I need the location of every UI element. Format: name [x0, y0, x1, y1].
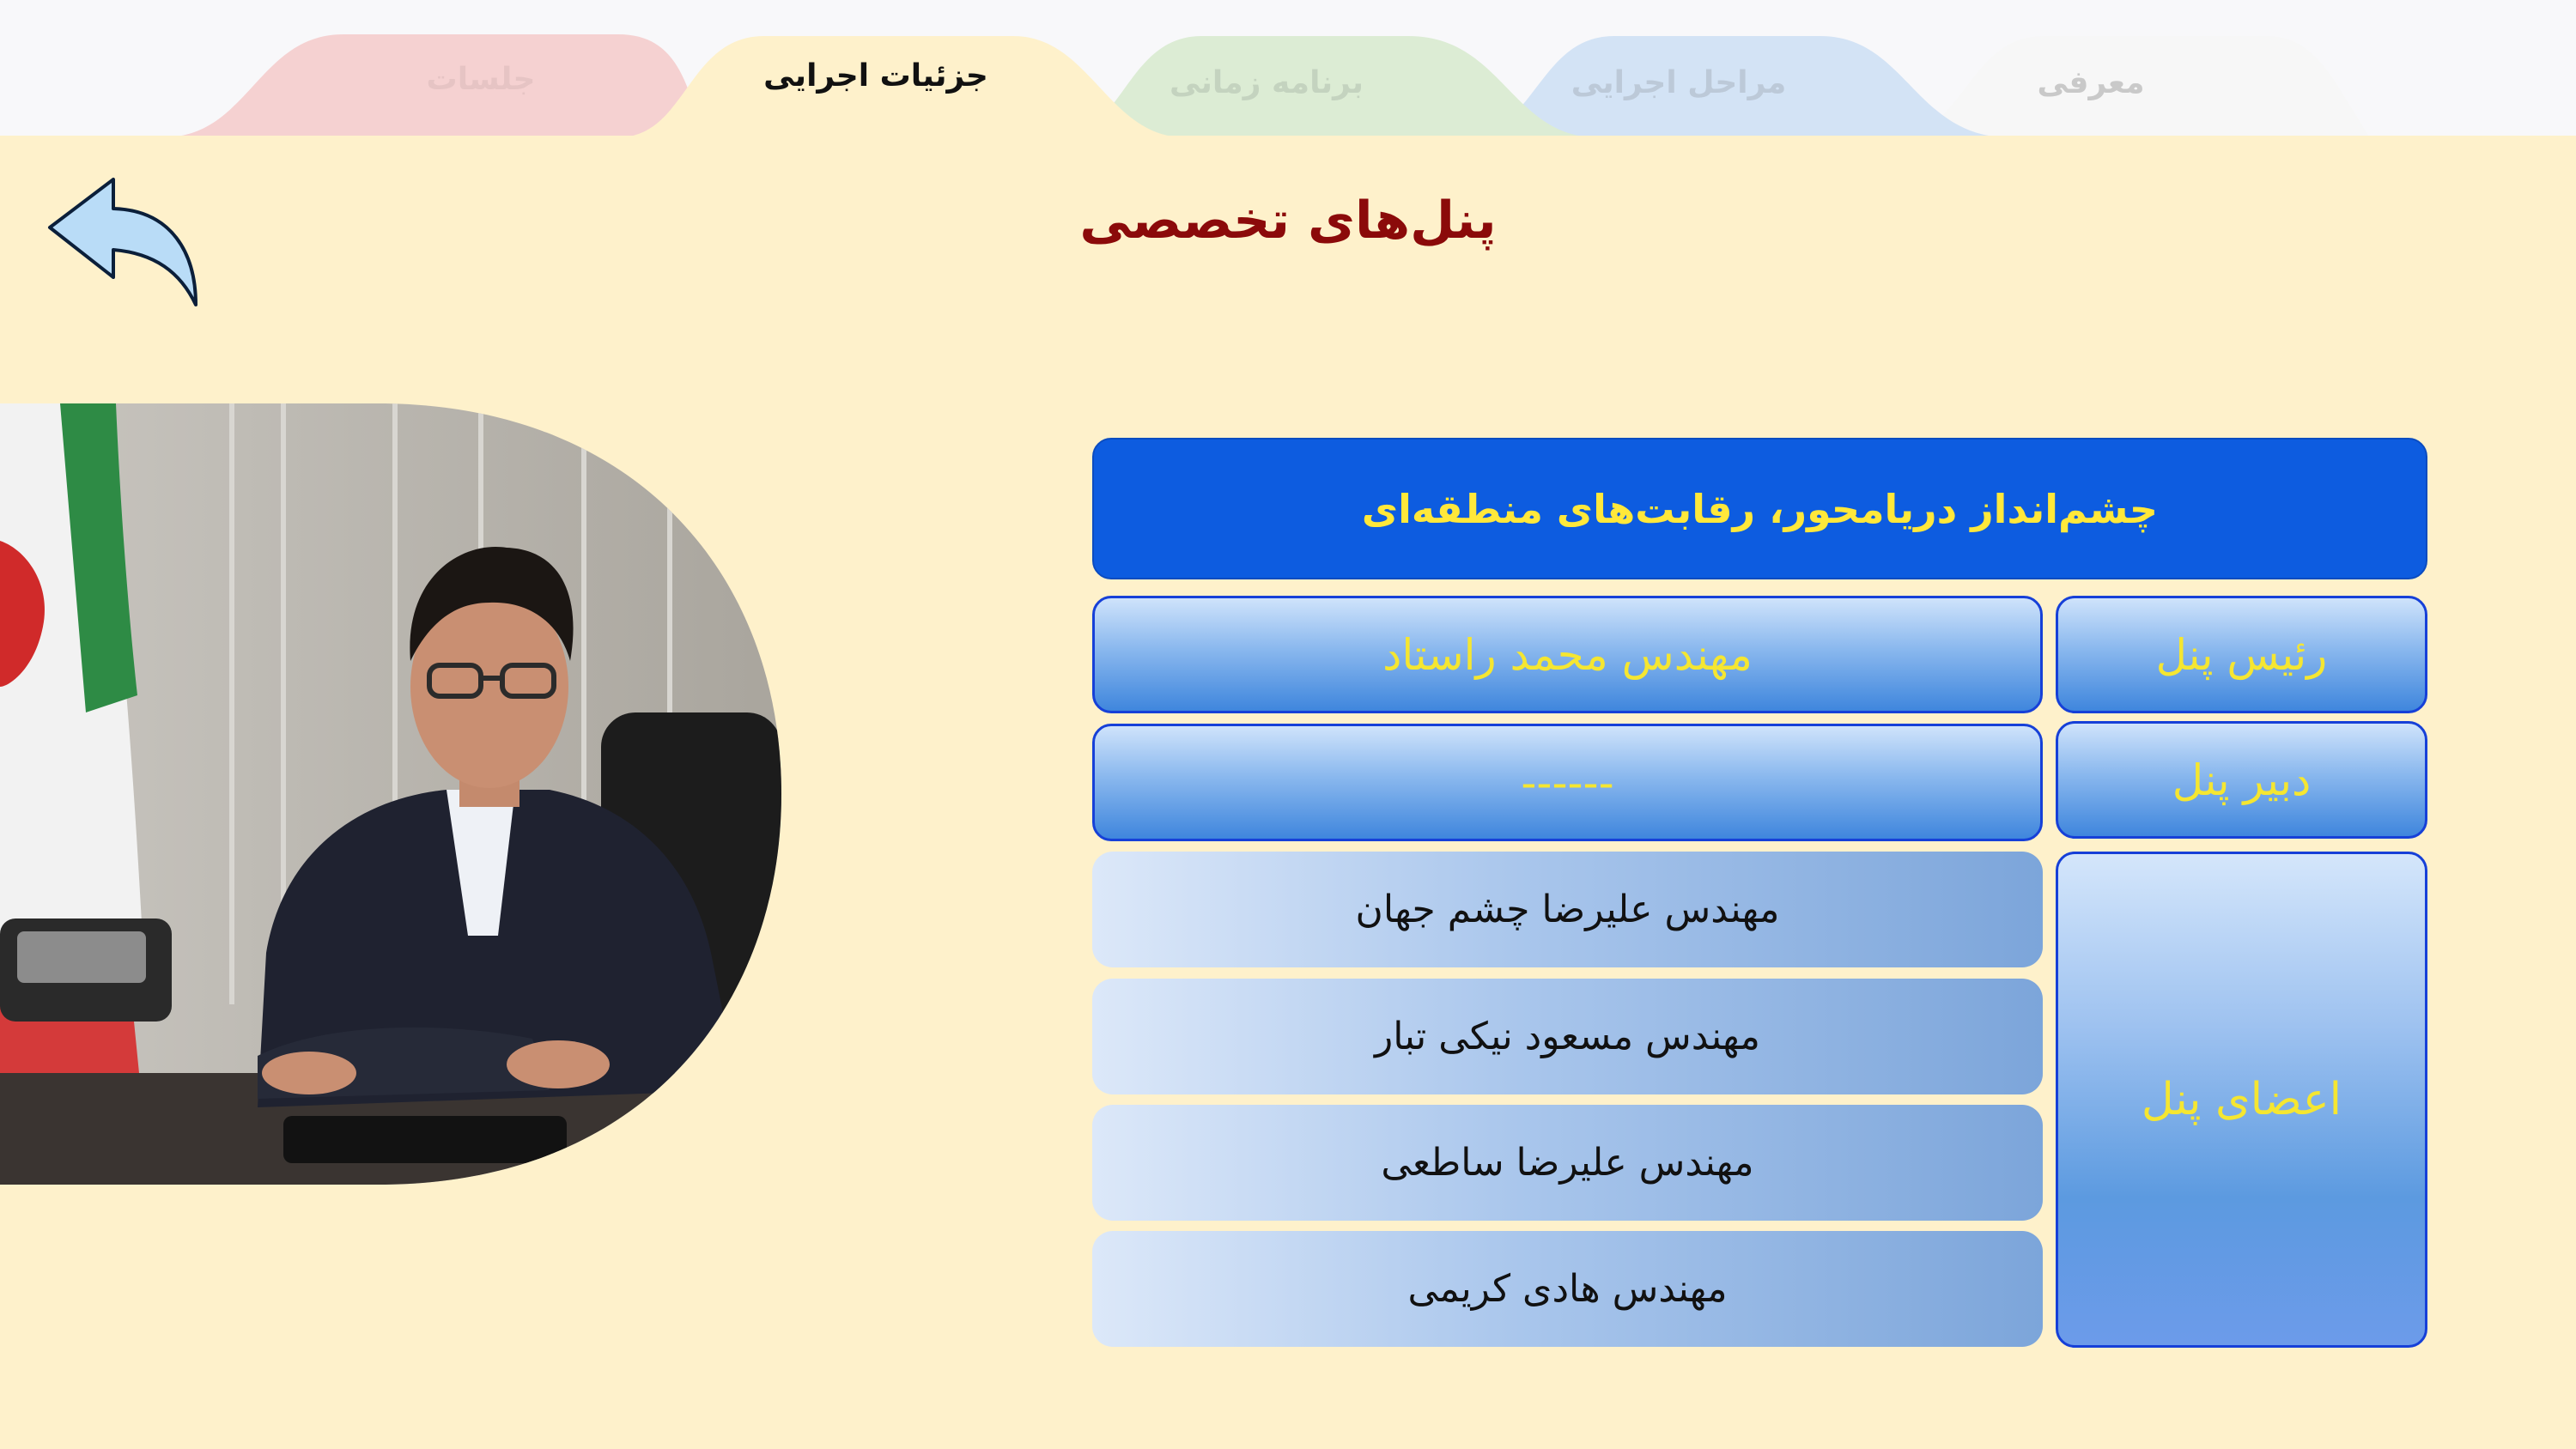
chair-label: رئیس پنل	[2155, 629, 2328, 680]
page-title: پنل‌های تخصصی	[1079, 191, 1497, 251]
tab-phases[interactable]: مراحل اجرایی	[1571, 65, 1787, 100]
member-item	[1092, 852, 2043, 967]
secretary-value: ------	[1521, 757, 1614, 808]
chair-value: مهندس محمد راستاد	[1382, 629, 1753, 680]
tab-meetings[interactable]: جلسات	[426, 62, 536, 97]
person-photo-image	[0, 403, 781, 1185]
secretary-label: دبیر پنل	[2172, 755, 2312, 805]
member-name: مهندس هادی کریمی	[1407, 1267, 1728, 1311]
panel-topic-text: چشم‌انداز دریامحور، رقابت‌های منطقه‌ای	[1361, 485, 2159, 532]
secretary-value-cell	[1092, 724, 2043, 841]
members-label-cell	[2056, 852, 2427, 1348]
members-label: اعضای پنل	[2141, 1074, 2342, 1125]
chair-value-cell	[1092, 596, 2043, 713]
panel-topic	[1092, 438, 2427, 579]
tab-intro[interactable]: معرفی	[2037, 65, 2145, 100]
member-item	[1092, 1231, 2043, 1347]
tab-details[interactable]: جزئیات اجرایی	[763, 58, 988, 94]
back-button[interactable]	[43, 176, 206, 309]
member-name: مهندس علیرضا ساطعی	[1381, 1141, 1754, 1185]
member-item	[1092, 1105, 2043, 1221]
member-item	[1092, 979, 2043, 1094]
member-name: مهندس علیرضا چشم جهان	[1355, 888, 1780, 931]
person-photo	[0, 403, 781, 1185]
back-arrow-icon	[43, 176, 206, 309]
secretary-label-cell	[2056, 721, 2427, 839]
member-name: مهندس مسعود نیکی تبار	[1375, 1015, 1760, 1058]
chair-label-cell	[2056, 596, 2427, 713]
tab-schedule[interactable]: برنامه زمانی	[1169, 65, 1364, 100]
tab-bar	[0, 0, 2576, 137]
